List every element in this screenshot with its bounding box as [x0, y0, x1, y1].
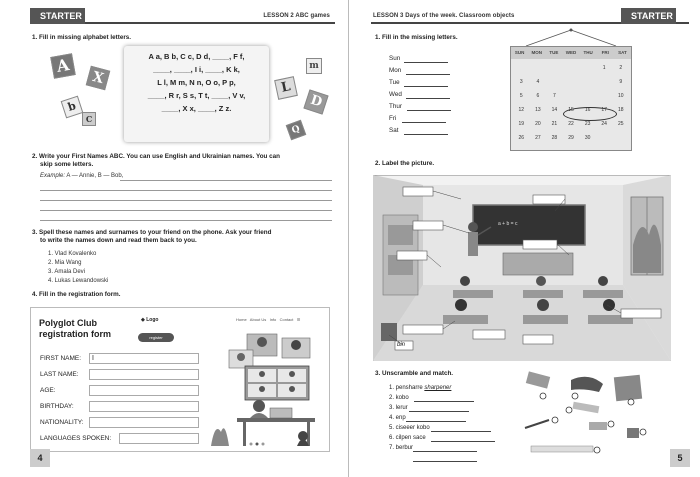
answer-line[interactable]: [414, 401, 474, 402]
calendar-day: 1: [602, 65, 606, 71]
calendar-day: 25: [617, 121, 624, 127]
letter-block-c: C: [82, 112, 96, 126]
book-icon: [573, 402, 600, 413]
alphabet-line-2: ____, ____, I i, ____, K k,: [153, 65, 240, 74]
task2-example: Example: A — Annie, B — Bob,: [40, 173, 124, 179]
task2-heading: 2. Write your First Names ABC. You can use English and Ukrainian names. You can skip some letters.: [32, 153, 280, 168]
languages-input[interactable]: [119, 433, 199, 444]
lesson-title: LESSON 2 ABC games: [263, 13, 330, 19]
calendar-day: [563, 89, 580, 103]
menu-icon[interactable]: ☰: [296, 317, 301, 322]
calendar-day: 30: [584, 135, 591, 141]
classroom-picture: [373, 175, 671, 361]
day-item: Tue: [389, 79, 400, 86]
list-item: 1. Vlad Kovalenko: [48, 251, 97, 257]
pencil-case-icon: [571, 377, 603, 392]
svg-text:a + b = c: a + b = c: [498, 221, 518, 227]
alphabet-line-1: A a, B b, C c, D d, ____, F f,: [148, 52, 245, 61]
calendar-day: 16: [584, 107, 591, 113]
classroom-objects: [519, 370, 679, 460]
starter-tab: STARTER: [30, 8, 85, 24]
scramble-list: [389, 383, 451, 453]
day-item: Thur: [389, 103, 402, 110]
list-item: 2. kobo: [389, 395, 409, 401]
calendar-day: [596, 89, 613, 103]
answer-line[interactable]: [407, 110, 451, 111]
letter-block-a: A: [50, 53, 75, 78]
letter-block-b: b: [61, 96, 84, 119]
calendar-day: [612, 131, 629, 145]
ruler-icon: [531, 446, 593, 452]
calendar-day: [579, 89, 596, 103]
list-item: 4. enp: [389, 415, 406, 421]
answer-line[interactable]: [120, 180, 332, 181]
answer-line[interactable]: [431, 431, 491, 432]
answer-line[interactable]: [431, 441, 495, 442]
calendar-day: 21: [551, 121, 558, 127]
calendar-day: 19: [518, 121, 525, 127]
video-call-illustration: [207, 332, 325, 450]
calendar-day: 27: [535, 135, 541, 141]
list-item: 7. berbur: [389, 445, 414, 451]
calendar-day: 9: [619, 79, 623, 85]
calendar-day: [596, 131, 613, 145]
answer-line[interactable]: [404, 134, 448, 135]
answer-line[interactable]: [409, 411, 469, 412]
answer-line[interactable]: [40, 190, 332, 191]
sharpener-icon: [589, 422, 607, 430]
answer-line[interactable]: [402, 122, 446, 123]
calendar-grid: [513, 61, 629, 145]
letter-block-q: Q: [286, 120, 307, 141]
list-item: 3. lerur: [389, 405, 408, 411]
calendar-day: [546, 61, 563, 75]
alphabet-box: [124, 46, 269, 142]
calendar-board: [510, 46, 632, 151]
task3-heading: 3. Spell these names and surnames to your friend on the phone. Ask your friend to write the names down and read them back to you.: [32, 229, 272, 244]
calendar-day: [563, 75, 580, 89]
starter-tab: STARTER: [621, 8, 676, 24]
calendar-day: 6: [536, 93, 540, 99]
calendar-day: 5: [519, 93, 523, 99]
calendar-day: 20: [535, 121, 541, 127]
pen-icon: [525, 420, 549, 428]
eraser-icon: [526, 371, 550, 388]
calendar-week-row: [513, 75, 629, 89]
calendar-day: 29: [568, 135, 574, 141]
calendar-day: 17: [601, 107, 607, 113]
answer-line[interactable]: [413, 461, 477, 462]
right-page: [351, 0, 700, 477]
nationality-input[interactable]: [89, 417, 199, 428]
calendar-day: 28: [551, 135, 558, 141]
answer-line[interactable]: [40, 200, 332, 201]
birthday-input[interactable]: [89, 401, 199, 412]
register-button[interactable]: register: [138, 333, 174, 342]
calendar-day: 15: [568, 107, 574, 113]
calendar-week-row: [513, 61, 629, 75]
first-name-label: FIRST NAME:: [40, 355, 82, 362]
age-input[interactable]: [89, 385, 199, 396]
languages-label: LANGUAGES SPOKEN:: [40, 435, 112, 442]
calendar-day: 22: [568, 121, 574, 127]
nationality-label: NATIONALITY:: [40, 419, 84, 426]
alphabet-line-5: ____, X x, ____, Z z.: [161, 104, 232, 113]
calendar: [506, 28, 636, 155]
letter-block-m: m: [306, 58, 322, 74]
letter-block-x: X: [86, 66, 110, 90]
calendar-day: 3: [519, 79, 523, 85]
calendar-day: 4: [536, 79, 540, 85]
day-item: Sat: [389, 127, 399, 134]
answer-line[interactable]: [413, 451, 477, 452]
task4-heading: 4. Fill in the registration form.: [32, 291, 121, 298]
form-nav: [236, 317, 300, 322]
days-list: [389, 53, 402, 137]
calendar-day: [530, 61, 547, 75]
lesson-title: LESSON 3 Days of the week. Classroom objects: [373, 13, 515, 19]
calendar-day: 12: [518, 107, 525, 113]
answer-line[interactable]: [406, 74, 450, 75]
day-item: Sun: [389, 55, 401, 62]
letter-block-l: L: [274, 76, 298, 100]
calendar-day: [579, 75, 596, 89]
calendar-hanger: [506, 28, 636, 48]
answer-line[interactable]: [404, 86, 448, 87]
first-name-input[interactable]: I: [89, 353, 199, 364]
form-title: Polyglot Club registration form: [39, 318, 112, 339]
list-item: 2. Mia Wang: [48, 260, 82, 266]
nav-contact[interactable]: Contact: [279, 317, 294, 322]
calendar-weekday-row: SUN MON TUE WED THU FRI SAT: [511, 47, 631, 59]
calendar-day: 14: [551, 107, 558, 113]
registration-form-panel: [30, 307, 330, 452]
list-item: 3. Amala Devi: [48, 269, 86, 275]
list-item: 5. ciseeer kobo: [389, 425, 430, 431]
calendar-day: [596, 75, 613, 89]
page-number: 4: [30, 449, 50, 467]
list-item: 1. pensharre sharpener: [389, 385, 452, 391]
calendar-day: 26: [518, 135, 525, 141]
calendar-day: 13: [535, 107, 541, 113]
names-list: [48, 250, 108, 286]
last-name-input[interactable]: [89, 369, 199, 380]
task2-heading: 2. Label the picture.: [375, 160, 435, 167]
answer-line[interactable]: [40, 220, 332, 221]
day-item: Wed: [389, 91, 402, 98]
left-page: [0, 0, 349, 477]
last-name-label: LAST NAME:: [40, 371, 79, 378]
alphabet-line-3: L l, M m, N n, O o, P p,: [157, 78, 236, 87]
answer-line[interactable]: [406, 421, 466, 422]
letter-block-d: D: [303, 89, 328, 114]
task1-heading: 1. Fill in the missing letters.: [375, 34, 458, 41]
calendar-day: 7: [553, 93, 556, 99]
calendar-day: 24: [601, 121, 607, 127]
nav-info[interactable]: Info: [269, 317, 277, 322]
answer-line[interactable]: [40, 210, 332, 211]
bin-answer: bin: [397, 342, 406, 348]
nav-about[interactable]: About Us: [249, 317, 267, 322]
task3-heading: 3. Unscramble and match.: [375, 370, 454, 377]
list-item: 4. Lukas Lewandowski: [48, 278, 109, 284]
calendar-day: [579, 61, 596, 75]
exercise-book-icon: [614, 375, 642, 402]
calendar-day: [513, 61, 530, 75]
calendar-circle: [563, 107, 617, 121]
logo: ◈ Logo: [141, 317, 159, 323]
nav-home[interactable]: Home: [236, 317, 247, 322]
calendar-day: 23: [584, 121, 591, 127]
page-number: 5: [670, 449, 690, 467]
answer-line[interactable]: [404, 62, 448, 63]
age-label: AGE:: [40, 387, 56, 394]
day-item: Mon: [389, 67, 402, 74]
calendar-day: 10: [617, 93, 624, 99]
calendar-day: [563, 61, 580, 75]
list-item: 6. cilpen sace: [389, 435, 426, 441]
calendar-day: [546, 75, 563, 89]
calendar-day: 18: [617, 107, 624, 113]
answer-line[interactable]: [406, 98, 450, 99]
alphabet-line-4: ____, R r, S s, T t, ____, V v,: [147, 91, 246, 100]
rubber-icon: [627, 428, 639, 438]
calendar-week-row: [513, 89, 629, 103]
calendar-day: 2: [619, 65, 623, 71]
day-item: Fri: [389, 115, 397, 122]
birthday-label: BIRTHDAY:: [40, 403, 74, 410]
task1-heading: 1. Fill in missing alphabet letters.: [32, 34, 132, 41]
calendar-week-row: [513, 131, 629, 145]
